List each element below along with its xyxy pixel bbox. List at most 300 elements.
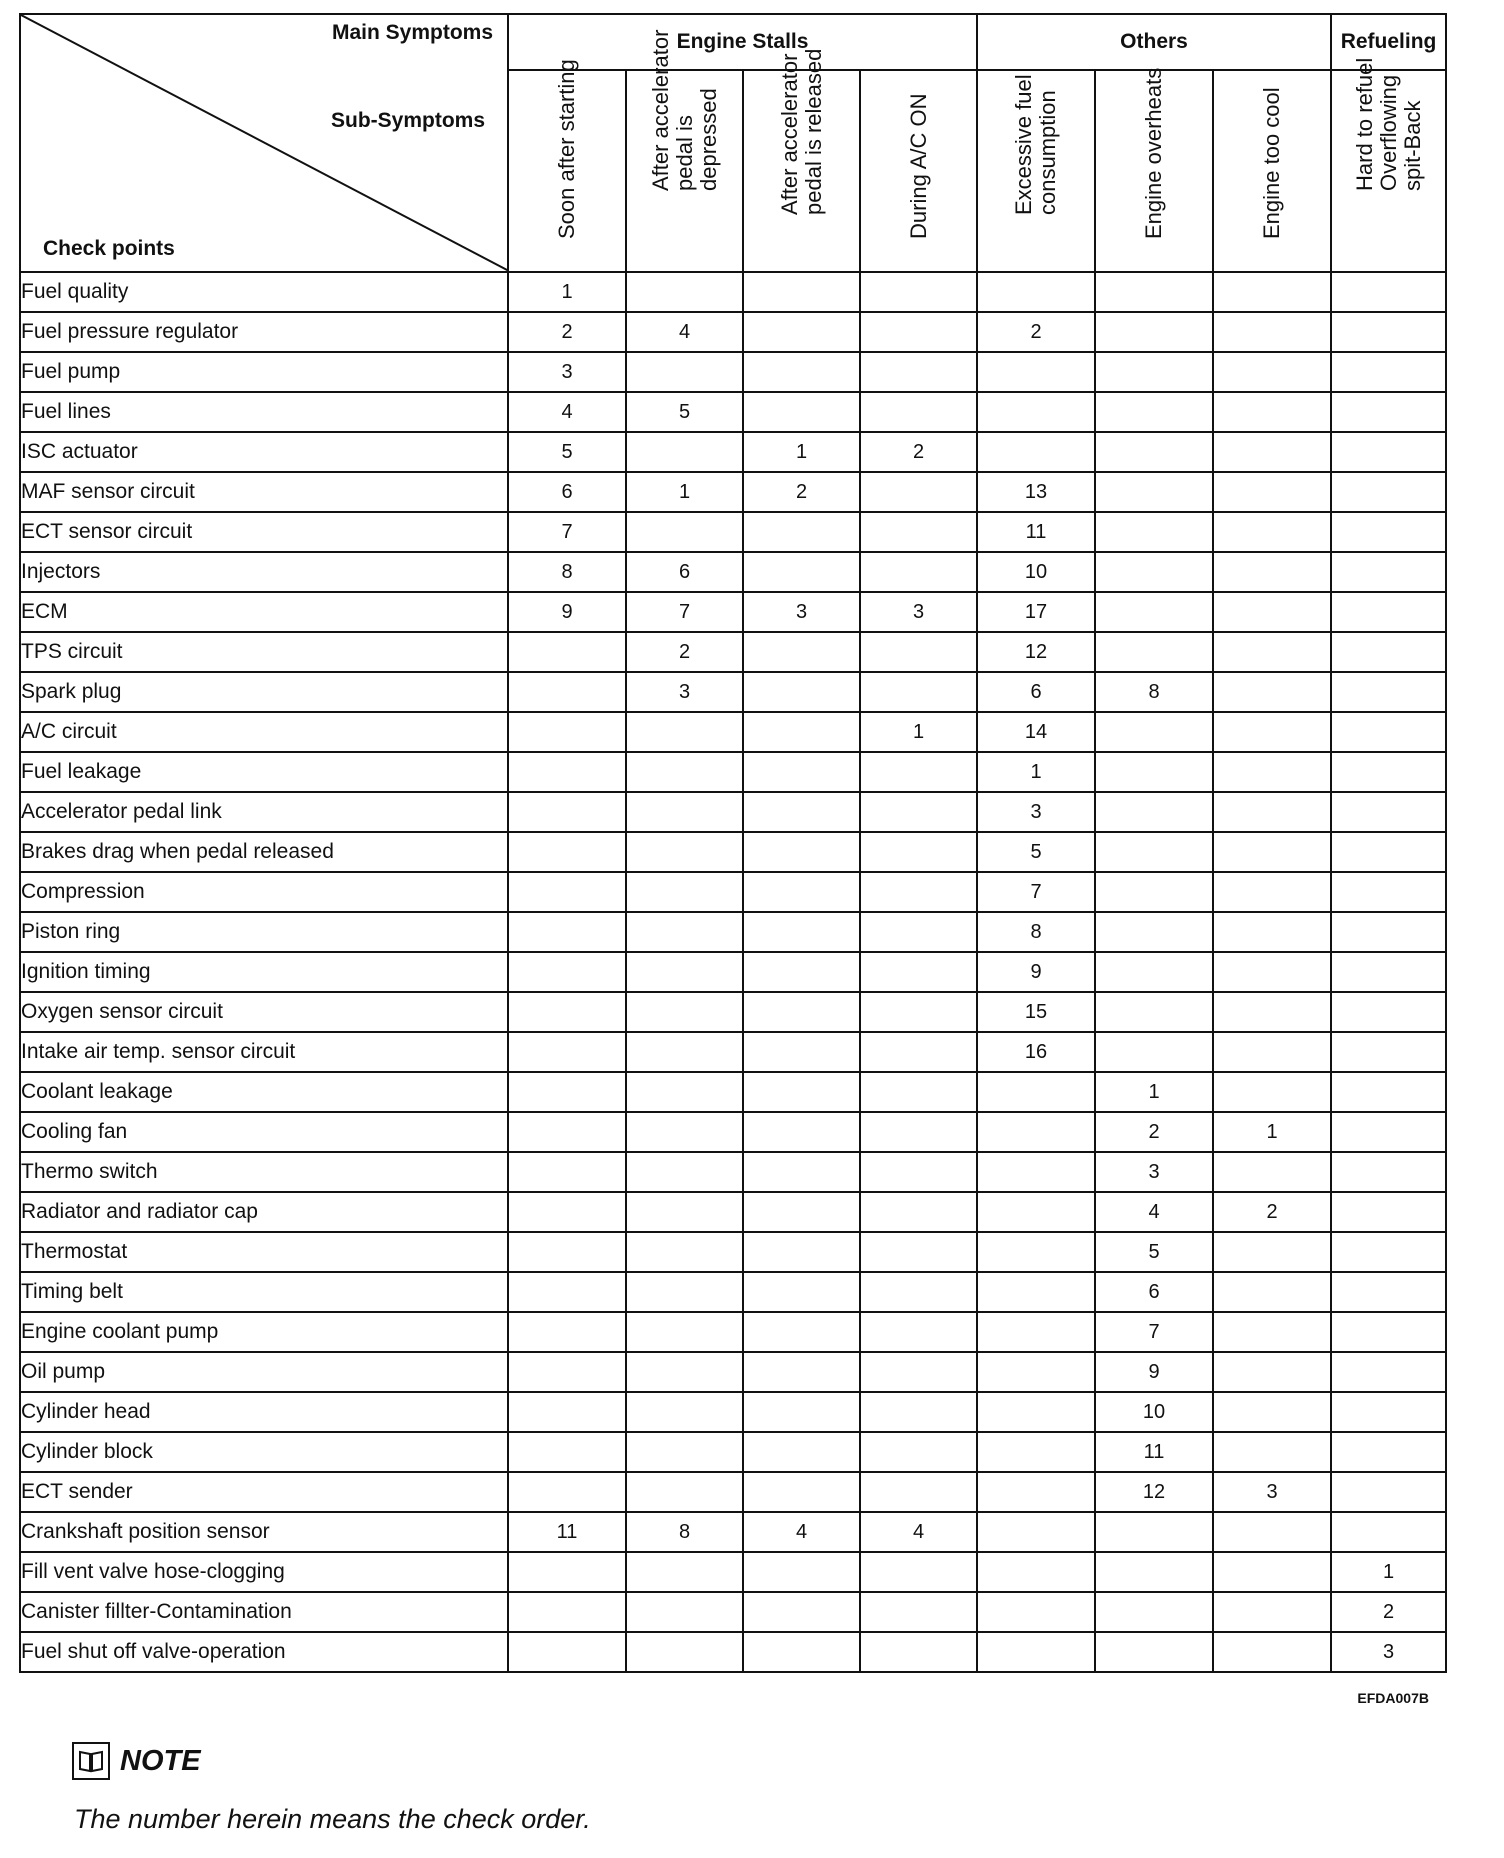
check-order-cell <box>860 392 977 432</box>
check-point-label: Intake air temp. sensor circuit <box>20 1032 508 1072</box>
diagonal-divider <box>21 15 509 273</box>
check-order-cell: 4 <box>626 312 743 352</box>
check-order-cell: 5 <box>977 832 1095 872</box>
check-order-cell <box>626 1232 743 1272</box>
check-order-cell <box>626 992 743 1032</box>
check-order-cell <box>1331 992 1446 1032</box>
check-order-cell <box>743 1312 860 1352</box>
check-points-label: Check points <box>43 237 175 260</box>
check-order-cell <box>626 1552 743 1592</box>
check-order-cell: 4 <box>860 1512 977 1552</box>
check-order-cell <box>1213 592 1331 632</box>
sub-symptom-label: After accelerator pedal is released <box>776 48 826 215</box>
check-order-cell <box>626 1272 743 1312</box>
check-order-cell <box>1213 432 1331 472</box>
check-order-cell <box>860 1072 977 1112</box>
check-order-cell <box>1213 352 1331 392</box>
check-point-label: Fill vent valve hose-clogging <box>20 1552 508 1592</box>
sub-symptoms-label: Sub-Symptoms <box>330 109 485 132</box>
check-order-cell <box>860 1632 977 1672</box>
check-order-cell: 1 <box>1213 1112 1331 1152</box>
check-order-cell <box>977 1592 1095 1632</box>
check-order-cell <box>1095 472 1213 512</box>
header-main-row <box>20 14 1446 70</box>
check-order-cell <box>860 312 977 352</box>
check-order-cell <box>743 1472 860 1512</box>
check-order-cell <box>1095 832 1213 872</box>
table-row <box>20 512 1446 552</box>
sub-symptom-label: Engine overheats <box>1141 67 1166 239</box>
check-order-cell <box>1331 312 1446 352</box>
check-order-cell: 8 <box>1095 672 1213 712</box>
note-heading <box>72 1742 201 1780</box>
check-order-cell <box>626 1392 743 1432</box>
book-icon <box>72 1742 110 1780</box>
table-row <box>20 832 1446 872</box>
check-order-cell <box>743 1272 860 1312</box>
check-order-cell <box>1331 272 1446 312</box>
check-point-label: Fuel lines <box>20 392 508 432</box>
check-order-cell <box>1095 352 1213 392</box>
check-order-cell <box>1331 1512 1446 1552</box>
check-order-cell <box>860 1192 977 1232</box>
check-point-label: Injectors <box>20 552 508 592</box>
check-order-cell <box>626 352 743 392</box>
check-point-label: Accelerator pedal link <box>20 792 508 832</box>
sub-symptom-header <box>1331 57 1446 272</box>
sub-symptom-header <box>1213 70 1331 272</box>
check-order-cell: 4 <box>508 392 626 432</box>
check-order-cell <box>1331 1352 1446 1392</box>
check-point-label: Cylinder head <box>20 1392 508 1432</box>
check-order-cell <box>860 1152 977 1192</box>
check-order-cell <box>743 1112 860 1152</box>
check-order-cell <box>1213 1392 1331 1432</box>
check-order-cell: 17 <box>977 592 1095 632</box>
check-order-cell <box>508 1552 626 1592</box>
check-order-cell <box>1331 1192 1446 1232</box>
check-order-cell <box>860 1392 977 1432</box>
check-order-cell <box>1213 392 1331 432</box>
check-order-cell <box>1213 552 1331 592</box>
main-symptom-group: Others <box>977 14 1331 70</box>
check-order-cell <box>508 1072 626 1112</box>
check-order-cell <box>860 1592 977 1632</box>
main-symptom-group: Refueling <box>1331 14 1446 70</box>
check-point-label: Thermostat <box>20 1232 508 1272</box>
check-order-cell <box>626 1032 743 1072</box>
sub-symptom-label: During A/C ON <box>905 93 931 239</box>
check-order-cell <box>860 632 977 672</box>
check-order-cell <box>1213 712 1331 752</box>
check-order-cell <box>1213 1032 1331 1072</box>
check-order-cell: 2 <box>626 632 743 672</box>
check-order-cell <box>860 272 977 312</box>
check-order-cell: 2 <box>1095 1112 1213 1152</box>
sub-symptom-label: Soon after starting <box>554 59 579 239</box>
note-text: The number herein means the check order. <box>74 1804 591 1834</box>
check-order-cell <box>1331 1152 1446 1192</box>
check-order-cell <box>626 1352 743 1392</box>
table-row <box>20 632 1446 672</box>
check-order-cell <box>1331 752 1446 792</box>
check-order-cell: 7 <box>977 872 1095 912</box>
check-order-cell <box>1213 1072 1331 1112</box>
check-point-label: Oxygen sensor circuit <box>20 992 508 1032</box>
check-order-cell <box>977 352 1095 392</box>
check-order-cell <box>1331 632 1446 672</box>
check-order-cell <box>1331 1312 1446 1352</box>
check-order-cell: 5 <box>508 432 626 472</box>
check-order-cell: 6 <box>508 472 626 512</box>
table-row <box>20 872 1446 912</box>
check-order-cell: 9 <box>1095 1352 1213 1392</box>
check-order-cell <box>743 992 860 1032</box>
check-order-cell <box>860 1432 977 1472</box>
check-order-cell <box>1331 1392 1446 1432</box>
check-order-cell <box>860 1472 977 1512</box>
table-row <box>20 992 1446 1032</box>
check-order-cell <box>1331 472 1446 512</box>
table-row <box>20 952 1446 992</box>
main-symptom-group: Engine Stalls <box>508 14 977 70</box>
check-order-cell: 7 <box>1095 1312 1213 1352</box>
check-order-cell <box>977 1232 1095 1272</box>
check-order-cell <box>1331 792 1446 832</box>
check-order-cell <box>508 632 626 672</box>
check-point-label: Ignition timing <box>20 952 508 992</box>
check-order-cell: 2 <box>1331 1592 1446 1632</box>
check-order-cell <box>1095 1592 1213 1632</box>
check-order-cell <box>1213 992 1331 1032</box>
check-point-label: Thermo switch <box>20 1152 508 1192</box>
check-point-label: Crankshaft position sensor <box>20 1512 508 1552</box>
table-row <box>20 1392 1446 1432</box>
check-order-cell: 2 <box>508 312 626 352</box>
check-order-cell <box>860 872 977 912</box>
check-point-label: Brakes drag when pedal released <box>20 832 508 872</box>
check-order-cell <box>1095 432 1213 472</box>
check-order-cell <box>1095 632 1213 672</box>
check-order-cell <box>1095 872 1213 912</box>
check-order-cell: 1 <box>508 272 626 312</box>
check-order-cell <box>626 1432 743 1472</box>
check-order-cell <box>860 792 977 832</box>
check-order-cell <box>1095 752 1213 792</box>
check-order-cell <box>977 1632 1095 1672</box>
check-order-cell <box>1331 592 1446 632</box>
check-order-cell <box>860 912 977 952</box>
check-order-cell <box>626 1632 743 1672</box>
table-row <box>20 352 1446 392</box>
check-order-cell <box>1095 552 1213 592</box>
check-order-cell: 12 <box>1095 1472 1213 1512</box>
check-order-cell <box>743 392 860 432</box>
check-order-cell <box>743 1432 860 1472</box>
table-row <box>20 432 1446 472</box>
check-order-cell <box>626 912 743 952</box>
check-order-cell <box>860 352 977 392</box>
check-order-cell <box>1213 832 1331 872</box>
check-order-cell: 1 <box>1331 1552 1446 1592</box>
table-row <box>20 1192 1446 1232</box>
check-order-cell <box>1095 912 1213 952</box>
check-order-cell <box>1213 512 1331 552</box>
table-row <box>20 592 1446 632</box>
check-order-cell <box>743 1072 860 1112</box>
check-order-cell <box>743 312 860 352</box>
check-order-cell <box>977 1072 1095 1112</box>
check-order-cell: 8 <box>977 912 1095 952</box>
check-order-cell: 4 <box>1095 1192 1213 1232</box>
check-order-cell <box>508 832 626 872</box>
check-order-cell <box>626 1112 743 1152</box>
check-order-cell <box>626 952 743 992</box>
check-order-cell: 2 <box>1213 1192 1331 1232</box>
check-order-cell: 8 <box>508 552 626 592</box>
table-row <box>20 1152 1446 1192</box>
check-order-cell <box>508 952 626 992</box>
check-order-cell <box>743 792 860 832</box>
check-order-cell <box>1331 1112 1446 1152</box>
check-order-cell <box>743 1352 860 1392</box>
check-order-cell <box>508 1312 626 1352</box>
check-point-label: TPS circuit <box>20 632 508 672</box>
check-order-cell <box>860 1272 977 1312</box>
check-order-cell <box>860 672 977 712</box>
check-order-cell: 3 <box>1331 1632 1446 1672</box>
table-row <box>20 672 1446 712</box>
check-order-cell <box>508 1592 626 1632</box>
check-order-cell <box>1331 392 1446 432</box>
check-order-cell <box>1331 672 1446 712</box>
check-order-cell <box>508 992 626 1032</box>
check-order-cell: 3 <box>860 592 977 632</box>
check-order-cell: 7 <box>626 592 743 632</box>
check-order-cell <box>977 1112 1095 1152</box>
main-symptoms-label: Main Symptoms <box>331 21 493 44</box>
check-order-cell <box>743 672 860 712</box>
check-order-cell: 3 <box>1095 1152 1213 1192</box>
check-order-cell <box>743 632 860 672</box>
check-order-cell <box>626 1592 743 1632</box>
check-order-cell <box>626 1152 743 1192</box>
check-order-cell <box>860 472 977 512</box>
check-order-cell <box>977 432 1095 472</box>
check-order-cell: 3 <box>508 352 626 392</box>
check-order-cell: 6 <box>977 672 1095 712</box>
check-order-cell <box>508 1352 626 1392</box>
check-order-cell <box>1213 1272 1331 1312</box>
check-order-cell <box>1331 1472 1446 1512</box>
troubleshooting-table <box>19 13 1447 1673</box>
check-order-cell <box>1213 1632 1331 1672</box>
check-order-cell <box>860 1112 977 1152</box>
table-row <box>20 272 1446 312</box>
check-order-cell: 10 <box>977 552 1095 592</box>
check-point-label: Fuel pressure regulator <box>20 312 508 352</box>
figure-code: EFDA007B <box>1357 1690 1429 1706</box>
table-row <box>20 472 1446 512</box>
check-order-cell: 4 <box>743 1512 860 1552</box>
table-row <box>20 1352 1446 1392</box>
check-order-cell <box>1095 1632 1213 1672</box>
check-order-cell <box>977 1432 1095 1472</box>
check-point-label: ECT sensor circuit <box>20 512 508 552</box>
check-order-cell <box>626 872 743 912</box>
check-order-cell: 2 <box>860 432 977 472</box>
check-order-cell <box>1095 792 1213 832</box>
sub-symptom-label: After accelerator pedal is depressed <box>647 29 721 191</box>
check-order-cell <box>508 1032 626 1072</box>
check-order-cell <box>626 512 743 552</box>
check-order-cell <box>860 1352 977 1392</box>
check-order-cell <box>743 1032 860 1072</box>
check-order-cell <box>1095 512 1213 552</box>
check-order-cell: 8 <box>626 1512 743 1552</box>
check-order-cell: 15 <box>977 992 1095 1032</box>
check-order-cell <box>508 1232 626 1272</box>
check-order-cell <box>977 1512 1095 1552</box>
check-point-label: Coolant leakage <box>20 1072 508 1112</box>
check-order-cell <box>743 512 860 552</box>
check-order-cell <box>508 1152 626 1192</box>
check-order-cell <box>1213 952 1331 992</box>
check-point-label: Oil pump <box>20 1352 508 1392</box>
check-order-cell <box>1213 1552 1331 1592</box>
table-row <box>20 1232 1446 1272</box>
check-order-cell <box>743 952 860 992</box>
check-point-label: Timing belt <box>20 1272 508 1312</box>
check-order-cell <box>1213 792 1331 832</box>
check-order-cell <box>977 1192 1095 1232</box>
check-order-cell <box>1213 1352 1331 1392</box>
check-order-cell <box>1331 352 1446 392</box>
sub-symptom-header <box>1095 67 1213 272</box>
sub-symptom-label: Excessive fuel consumption <box>1011 74 1060 215</box>
check-order-cell <box>1095 392 1213 432</box>
sub-symptom-label: Hard to refuel Overflowing spit-Back <box>1351 57 1425 191</box>
check-order-cell <box>508 872 626 912</box>
check-order-cell <box>1331 1272 1446 1312</box>
check-order-cell <box>1213 1312 1331 1352</box>
check-order-cell <box>1331 432 1446 472</box>
table-row <box>20 752 1446 792</box>
check-order-cell <box>860 1312 977 1352</box>
check-order-cell: 1 <box>743 432 860 472</box>
check-point-label: Fuel pump <box>20 352 508 392</box>
table-row <box>20 312 1446 352</box>
check-order-cell <box>1095 272 1213 312</box>
check-order-cell <box>1213 872 1331 912</box>
check-order-cell <box>860 1032 977 1072</box>
check-order-cell <box>743 1192 860 1232</box>
check-order-cell <box>977 1472 1095 1512</box>
check-order-cell <box>860 1552 977 1592</box>
check-order-cell <box>1213 272 1331 312</box>
check-order-cell <box>977 392 1095 432</box>
check-order-cell <box>743 712 860 752</box>
check-order-cell <box>860 1232 977 1272</box>
check-order-cell <box>743 832 860 872</box>
table-row <box>20 1272 1446 1312</box>
check-order-cell <box>1331 1032 1446 1072</box>
table-row <box>20 912 1446 952</box>
sub-symptom-header <box>860 70 977 272</box>
check-order-cell <box>1331 952 1446 992</box>
check-order-cell <box>1331 832 1446 872</box>
table-body <box>20 272 1446 1672</box>
check-order-cell <box>626 712 743 752</box>
table-row <box>20 1032 1446 1072</box>
check-order-cell: 1 <box>626 472 743 512</box>
check-order-cell <box>1095 312 1213 352</box>
check-order-cell <box>1331 552 1446 592</box>
check-order-cell <box>1095 1512 1213 1552</box>
check-order-cell <box>1331 872 1446 912</box>
table-row <box>20 1112 1446 1152</box>
check-order-cell <box>1213 912 1331 952</box>
check-order-cell: 9 <box>977 952 1095 992</box>
check-order-cell <box>626 1312 743 1352</box>
check-order-cell <box>1213 1512 1331 1552</box>
check-order-cell <box>1213 1432 1331 1472</box>
check-order-cell <box>1095 952 1213 992</box>
check-order-cell: 11 <box>1095 1432 1213 1472</box>
check-point-label: ISC actuator <box>20 432 508 472</box>
table-row <box>20 1312 1446 1352</box>
check-point-label: MAF sensor circuit <box>20 472 508 512</box>
check-order-cell: 3 <box>977 792 1095 832</box>
check-order-cell <box>1213 752 1331 792</box>
check-order-cell <box>743 872 860 912</box>
check-order-cell: 10 <box>1095 1392 1213 1432</box>
check-order-cell <box>508 1472 626 1512</box>
check-point-label: Fuel shut off valve-operation <box>20 1632 508 1672</box>
check-order-cell <box>977 1312 1095 1352</box>
check-order-cell: 5 <box>1095 1232 1213 1272</box>
check-order-cell: 7 <box>508 512 626 552</box>
check-order-cell <box>743 1232 860 1272</box>
check-point-label: Fuel leakage <box>20 752 508 792</box>
check-order-cell: 5 <box>626 392 743 432</box>
check-order-cell <box>1095 1552 1213 1592</box>
check-order-cell <box>1331 1072 1446 1112</box>
check-order-cell <box>743 1392 860 1432</box>
check-order-cell <box>1213 1232 1331 1272</box>
check-order-cell <box>977 1352 1095 1392</box>
check-point-label: Compression <box>20 872 508 912</box>
sub-symptom-header <box>508 59 626 272</box>
check-order-cell: 3 <box>626 672 743 712</box>
check-point-label: Engine coolant pump <box>20 1312 508 1352</box>
note-title: NOTE <box>120 1744 201 1777</box>
check-order-cell <box>743 1592 860 1632</box>
check-point-label: Canister fillter-Contamination <box>20 1592 508 1632</box>
check-order-cell <box>860 752 977 792</box>
check-order-cell: 2 <box>743 472 860 512</box>
check-order-cell <box>508 672 626 712</box>
check-order-cell <box>1095 992 1213 1032</box>
check-order-cell <box>508 912 626 952</box>
check-order-cell <box>508 1432 626 1472</box>
check-order-cell <box>626 1192 743 1232</box>
table-row <box>20 392 1446 432</box>
check-point-label: Cylinder block <box>20 1432 508 1472</box>
check-order-cell: 14 <box>977 712 1095 752</box>
check-order-cell: 16 <box>977 1032 1095 1072</box>
check-point-label: Radiator and radiator cap <box>20 1192 508 1232</box>
